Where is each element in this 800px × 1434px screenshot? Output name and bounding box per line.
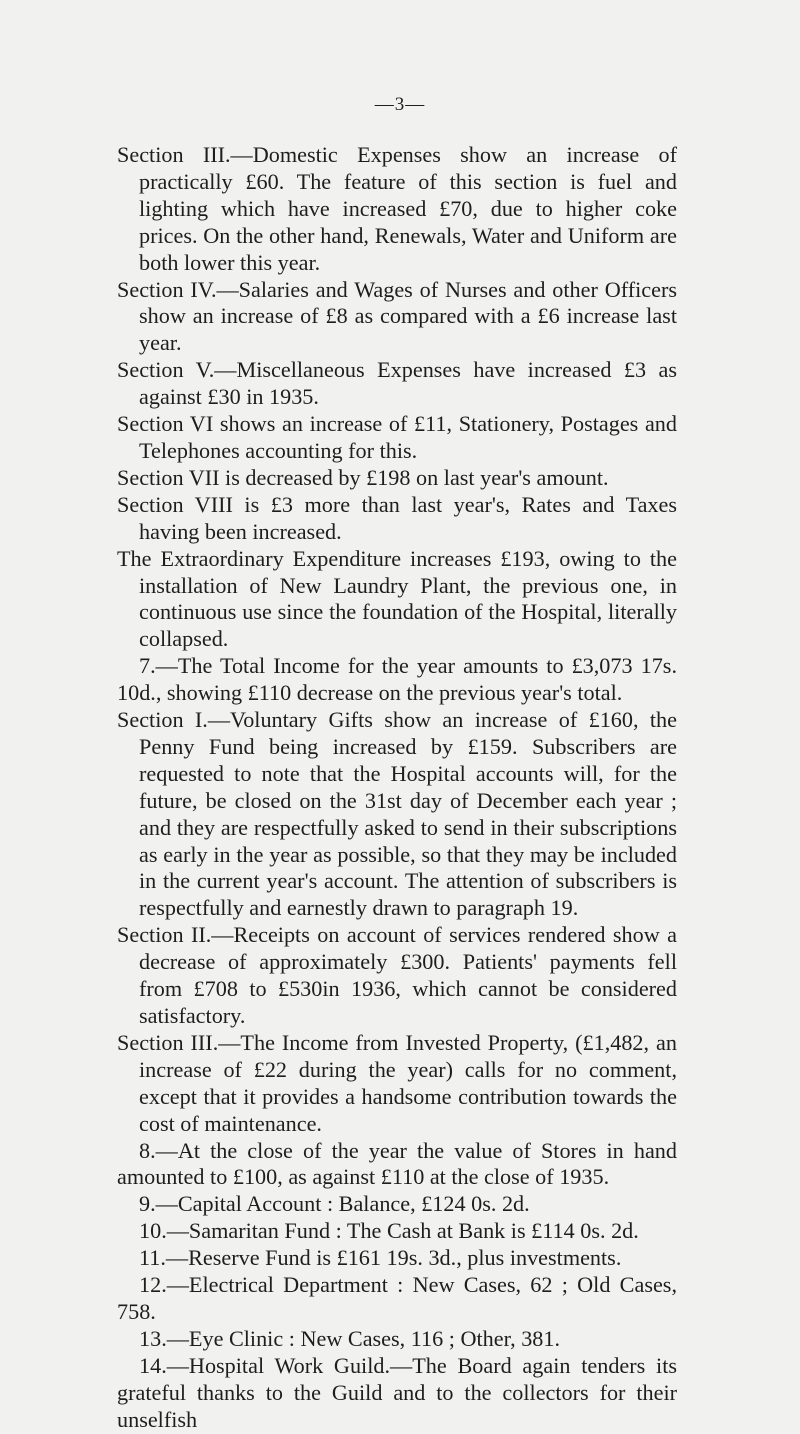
paragraph-reserve-fund: 11.—Reserve Fund is £161 19s. 3d., plus investments. <box>139 1245 622 1271</box>
paragraph-electrical-department: 12.—Electrical Department : New Cases, 62 ; Old Cases, 758. <box>117 1272 677 1324</box>
paragraph-total-income: 7.—The Total Income for the year amounts to £3,073 17s. 10d., showing £110 decrease on the previous year's total. <box>117 653 677 706</box>
report-body <box>117 142 677 1434</box>
paragraph-capital-account: 9.—Capital Account : Balance, £124 0s. 2d. <box>139 1191 530 1217</box>
paragraph-domestic-expenses: Section III.—Domestic Expenses show an increase of practically £60. The feature of this section is fuel and lighting which have increased £70, due to higher coke prices. On the other hand, Renewals, Water and Uniform are both lower this year. <box>117 142 677 275</box>
paragraph-samaritan-fund: 10.—Samaritan Fund : The Cash at Bank is £114 0s. 2d. <box>139 1218 639 1244</box>
paragraph-eye-clinic: 13.—Eye Clinic : New Cases, 116 ; Other, 381. <box>139 1325 561 1351</box>
paragraph-salaries-wages: Section IV.—Salaries and Wages of Nurses and other Officers show an increase of £8 as compared with a £6 increase last year. <box>117 276 677 356</box>
paragraph-section-vi: Section VI shows an increase of £11, Stationery, Postages and Telephones accounting for this. <box>117 411 677 463</box>
paragraph-section-vii: Section VII is decreased by £198 on last year's amount. <box>117 464 609 490</box>
paragraph-section-viii: Section VIII is £3 more than last year's, Rates and Taxes having been increased. <box>117 491 677 544</box>
paragraph-stores: 8.—At the close of the year the value of Stores in hand amounted to £100, as against £110 at the close of 1935. <box>117 1137 677 1190</box>
paragraph-extraordinary-expenditure: The Extraordinary Expenditure increases £193, owing to the installation of New Laundry Plant, the previous one, in continuous use since the foundation of the Hospital, literally collapsed. <box>117 545 677 652</box>
paragraph-receipts-services: Section II.—Receipts on account of services rendered show a decrease of approximately £300. Patients' payments fell from £708 to £530in 1936, which cannot be considered satisfactory. <box>117 922 677 1028</box>
paragraph-work-guild: 14.—Hospital Work Guild.—The Board again tenders its grateful thanks to the Guild and to the collectors for their unselfish <box>117 1352 677 1432</box>
page-number: —3— <box>374 94 426 115</box>
paragraph-miscellaneous-expenses: Section V.—Miscellaneous Expenses have increased £3 as against £30 in 1935. <box>117 357 677 410</box>
paragraph-voluntary-gifts: Section I.—Voluntary Gifts show an increase of £160, the Penny Fund being increased by £159. Subscribers are requested to note that the Hospital accounts will, for the future, be closed on the 31st day of December each year ; and they are respectfully asked to send in their subscriptions as early in the year as possible, so that they may be included in the current year's account. The attention of subscribers is respectfully and earnestly drawn to paragraph 19. <box>117 707 677 921</box>
paragraph-invested-property: Section III.—The Income from Invested Property, (£1,482, an increase of £22 during the year) calls for no comment, except that it provides a handsome contribution towards the cost of maintenance. <box>117 1029 677 1136</box>
